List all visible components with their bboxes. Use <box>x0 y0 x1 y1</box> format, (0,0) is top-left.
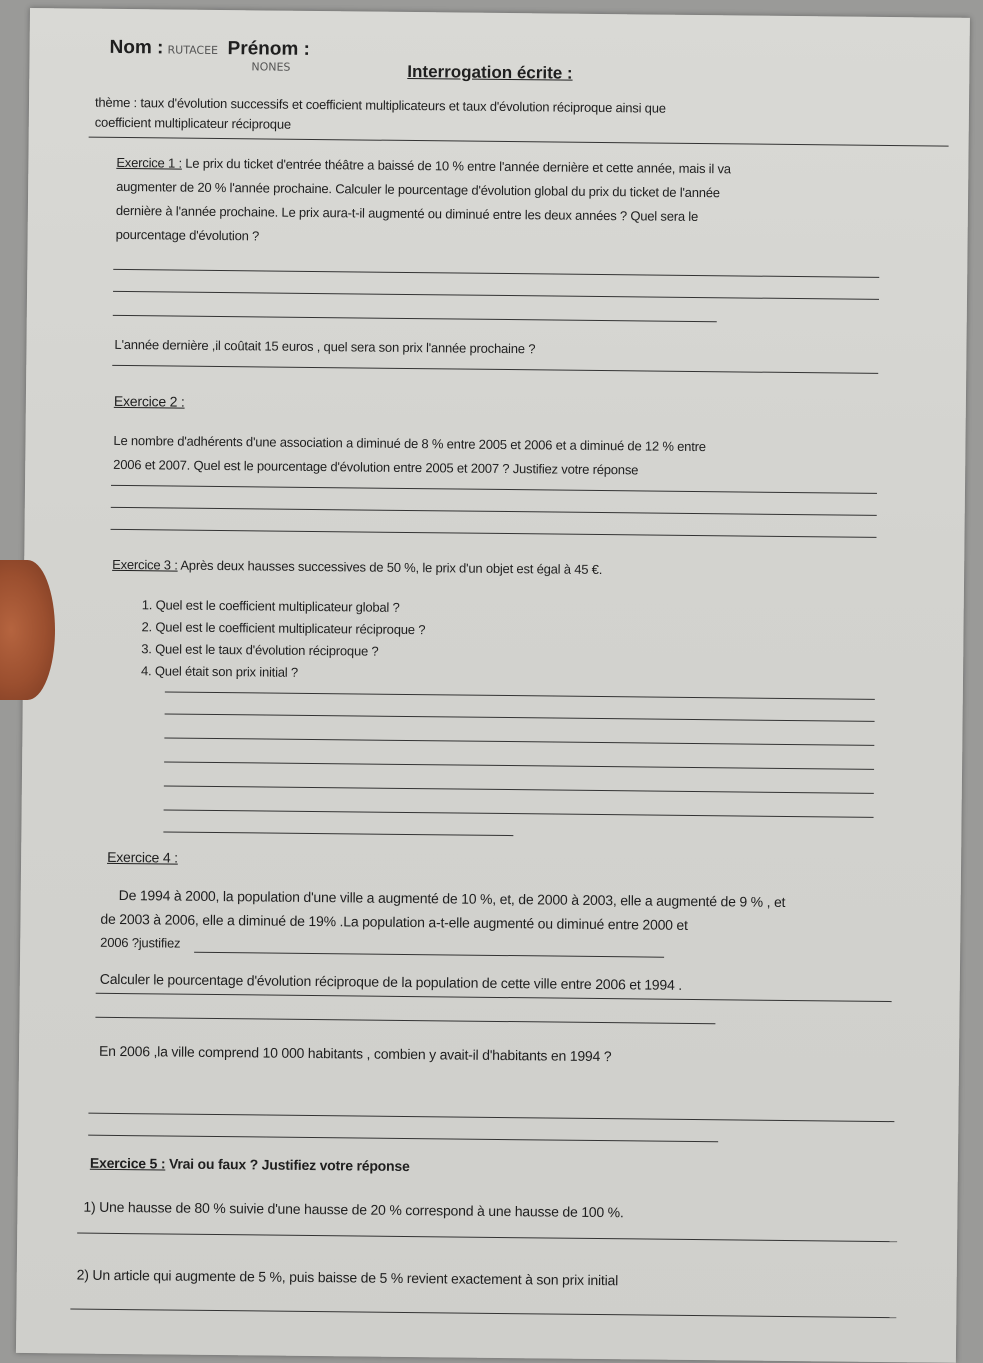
answer-line[interactable] <box>111 485 877 494</box>
ex3-question-2: 2. Quel est le coefficient multiplicateur réciproque ? <box>141 619 426 638</box>
ex1-question-2: L'année dernière ,il coûtait 15 euros , quel sera son prix l'année prochaine ? <box>114 336 536 357</box>
ex5-title: Exercice 5 : Vrai ou faux ? Justifiez votre réponse <box>89 1154 410 1175</box>
prenom-label: Prénom : <box>227 38 311 60</box>
answer-line[interactable] <box>70 1308 896 1318</box>
header-divider <box>89 137 949 147</box>
ex5-statement-2: 2) Un article qui augmente de 5 %, puis baisse de 5 % revient exactement à son prix initial <box>76 1266 619 1289</box>
theme-line-2: coefficient multiplicateur réciproque <box>94 114 292 132</box>
nom-label: Nom : <box>109 36 164 59</box>
page-title: Interrogation écrite : <box>407 61 573 83</box>
answer-line[interactable] <box>111 507 877 516</box>
ex4-line-3: 2006 ?justifiez <box>100 934 181 951</box>
answer-line[interactable] <box>96 993 892 1002</box>
answer-line[interactable] <box>163 831 513 836</box>
nom-handwritten: RUTACEE <box>167 43 219 57</box>
ex4-line-1: De 1994 à 2000, la population d'une ville a augmenté de 10 %, et, de 2000 à 2003, elle a augmenté de 9 % , et <box>118 886 786 910</box>
ex4-line-2: de 2003 à 2006, elle a diminué de 19% .La population a-t-elle augmenté ou diminué entre 2000 et <box>100 910 688 933</box>
answer-line[interactable] <box>164 785 874 793</box>
answer-line[interactable] <box>95 1017 715 1024</box>
ex2-line-1: Le nombre d'adhérents d'une association a diminué de 8 % entre 2005 et 2006 et a diminué de 12 % entre <box>113 432 706 455</box>
answer-line[interactable] <box>113 315 717 322</box>
ex5-statement-1: 1) Une hausse de 80 % suivie d'une hausse de 20 % correspond à une hausse de 100 %. <box>83 1198 624 1221</box>
ex3-question-4: 4. Quel était son prix initial ? <box>140 663 299 680</box>
answer-line[interactable] <box>111 529 877 538</box>
prenom-handwritten: NONES <box>251 60 291 74</box>
answer-line[interactable] <box>77 1233 897 1243</box>
answer-line[interactable] <box>164 761 874 769</box>
ex1-line-1: Exercice 1 : Le prix du ticket d'entrée théâtre a baissé de 10 % entre l'année dernière et cette année, mais il va <box>116 154 731 177</box>
answer-line[interactable] <box>164 737 874 745</box>
worksheet-paper <box>16 8 970 1363</box>
finger-holding-paper <box>0 560 55 700</box>
theme-line-1: thème : taux d'évolution successifs et coefficient multiplicateurs et taux d'évolution réciproque ainsi que <box>94 94 666 116</box>
answer-line[interactable] <box>88 1113 894 1122</box>
answer-line[interactable] <box>88 1135 718 1143</box>
ex4-question-2: Calculer le pourcentage d'évolution réciproque de la population de cette ville entre 2006 et 1994 . <box>99 970 683 993</box>
ex1-line-2: augmenter de 20 % l'année prochaine. Calculer le pourcentage d'évolution global du prix du ticket de l'année <box>116 178 720 201</box>
ex3-question-3: 3. Quel est le taux d'évolution réciproque ? <box>141 641 379 659</box>
answer-line[interactable] <box>113 269 879 278</box>
ex1-line-3: dernière à l'année prochaine. Le prix aura-t-il augmenté ou diminué entre les deux années ? Quel sera le <box>115 202 699 225</box>
answer-line[interactable] <box>165 691 875 699</box>
answer-line[interactable] <box>113 291 879 300</box>
ex2-label: Exercice 2 : <box>113 392 185 410</box>
ex1-line-4: pourcentage d'évolution ? <box>115 226 260 244</box>
ex3-intro: Exercice 3 : Après deux hausses successives de 50 %, le prix d'un objet est égal à 45 €. <box>112 556 603 578</box>
answer-line[interactable] <box>165 713 875 721</box>
ex4-question-3: En 2006 ,la ville comprend 10 000 habitants , combien y avait-il d'habitants en 1994 ? <box>99 1042 612 1065</box>
ex3-question-1: 1. Quel est le coefficient multiplicateur global ? <box>141 597 400 615</box>
answer-line[interactable] <box>164 809 874 817</box>
ex2-line-2: 2006 et 2007. Quel est le pourcentage d'évolution entre 2005 et 2007 ? Justifiez votre réponse <box>113 456 639 478</box>
answer-line[interactable] <box>112 365 878 374</box>
answer-line[interactable] <box>194 952 664 958</box>
ex4-label: Exercice 4 : <box>107 848 178 866</box>
